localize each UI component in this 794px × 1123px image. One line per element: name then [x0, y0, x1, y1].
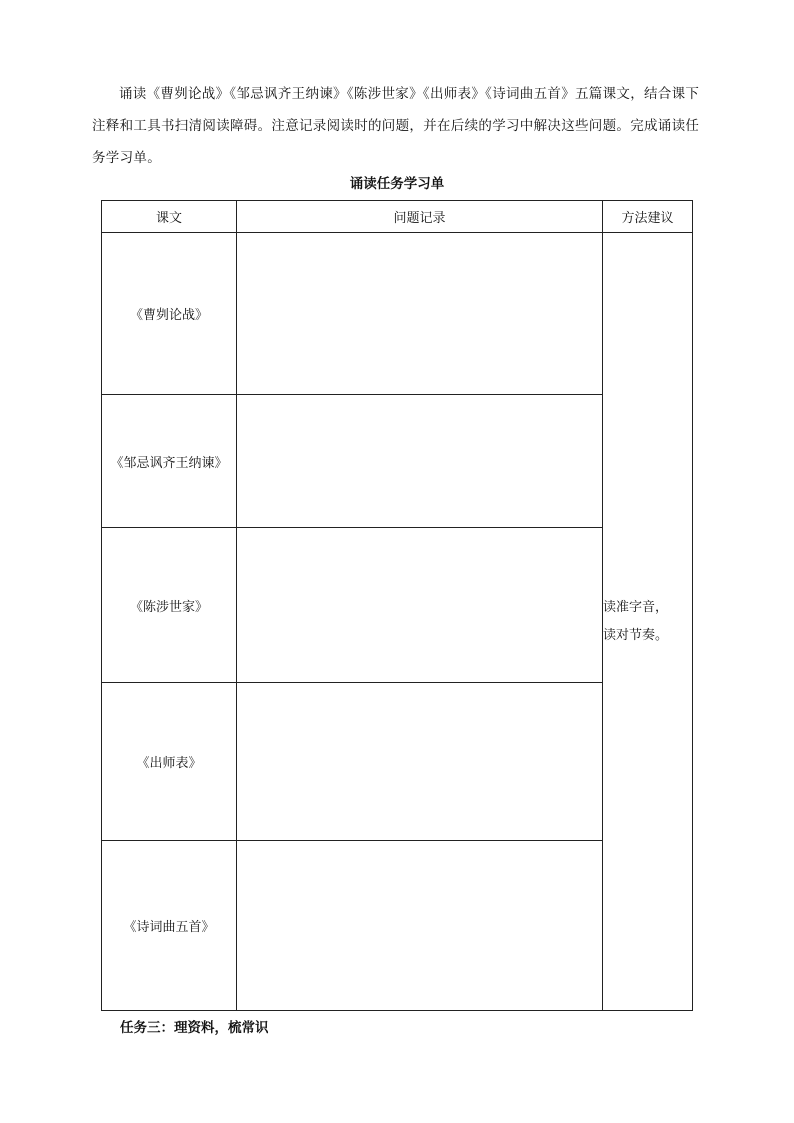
- header-lesson: 课文: [102, 201, 237, 233]
- method-cell: [603, 233, 693, 1011]
- method-line-2: 读对节奏。: [603, 627, 669, 643]
- lesson-cell: 《邹忌讽齐王纳谏》: [102, 395, 237, 528]
- lesson-cell: 《陈涉世家》: [102, 528, 237, 683]
- record-cell[interactable]: [237, 528, 603, 683]
- header-question-record: 问题记录: [237, 201, 603, 233]
- lesson-cell: 《出师表》: [102, 683, 237, 841]
- table-title: 诵读任务学习单: [349, 176, 445, 192]
- reading-task-table: [101, 200, 693, 1011]
- intro-text: 诵读《曹刿论战》《邹忌讽齐王纳谏》《陈涉世家》《出师表》《诗词曲五首》五篇课文，结合课下注释和工具书扫清阅读障碍。注意记录阅读时的问题，并在后续的学习中解决这些问题。完成诵读任务学习单。: [92, 86, 700, 166]
- intro-paragraph: [92, 78, 704, 174]
- table-header-row: [102, 201, 693, 233]
- method-line-1: 读准字音，: [603, 599, 669, 615]
- table-row: [102, 233, 693, 395]
- header-method-suggestion: 方法建议: [603, 201, 693, 233]
- lesson-cell: 《诗词曲五首》: [102, 841, 237, 1011]
- task-three-heading: 任务三：理资料，梳常识: [120, 1020, 269, 1036]
- record-cell[interactable]: [237, 841, 603, 1011]
- record-cell[interactable]: [237, 395, 603, 528]
- record-cell[interactable]: [237, 683, 603, 841]
- lesson-cell: 《曹刿论战》: [102, 233, 237, 395]
- record-cell[interactable]: [237, 233, 603, 395]
